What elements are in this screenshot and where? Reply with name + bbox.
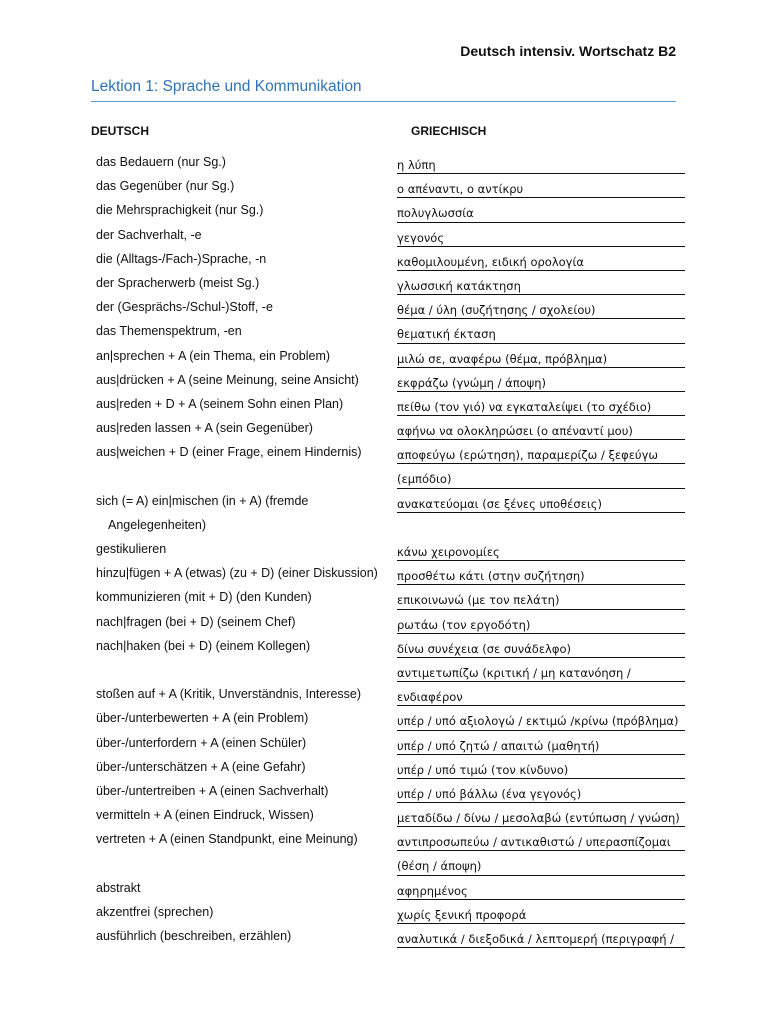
translation-line (397, 731, 685, 755)
translation-line (397, 924, 685, 948)
greek-translation (397, 900, 689, 924)
translation-line (397, 223, 685, 247)
translation-line (397, 416, 685, 440)
german-term-line: Angelegenheiten) (108, 517, 206, 532)
vocab-entry (0, 803, 768, 827)
german-term-line: der (Gesprächs-/Schul-)Stoff, -e (96, 300, 273, 315)
vocab-entry (0, 900, 768, 924)
greek-text: μιλώ σε, αναφέρω (θέμα, πρόβλημα) (397, 351, 608, 366)
greek-translation (397, 803, 689, 827)
greek-text: κάνω χειρονομίες (397, 545, 500, 560)
german-term (96, 827, 388, 851)
german-term (96, 876, 388, 900)
greek-translation (397, 271, 689, 295)
greek-translation (397, 876, 689, 900)
vocab-entry (0, 706, 768, 730)
greek-translation (397, 779, 689, 803)
translation-line (397, 851, 685, 875)
greek-translation (397, 223, 689, 247)
book-title: Deutsch intensiv. Wortschatz B2 (460, 43, 676, 59)
german-term (96, 610, 388, 634)
vocab-entry (0, 392, 768, 416)
vocab-entry (0, 755, 768, 779)
translation-line (397, 900, 685, 924)
translation-line (397, 755, 685, 779)
german-term-line: die (Alltags-/Fach-)Sprache, -n (96, 251, 267, 266)
lesson-title: Lektion 1: Sprache und Kommunikation (91, 78, 362, 95)
translation-line (397, 513, 685, 537)
greek-translation (397, 319, 689, 343)
greek-translation (397, 755, 689, 779)
german-term-line: das Gegenüber (nur Sg.) (96, 179, 235, 194)
german-term-line: über-/unterbewerten + A (ein Problem) (96, 711, 309, 726)
vocab-entry (0, 319, 768, 343)
greek-translation (397, 368, 689, 392)
translation-line (397, 295, 685, 319)
german-term (96, 174, 388, 198)
translation-line (397, 706, 685, 730)
greek-text: ρωτάω (τον εργοδότη) (397, 617, 531, 632)
greek-text: ο απέναντι, ο αντίκρυ (397, 182, 524, 197)
german-term (96, 924, 388, 948)
greek-text: υπέρ / υπό τιμώ (τον κίνδυνο) (397, 762, 569, 777)
vocab-entry (0, 489, 768, 537)
greek-translation (397, 174, 689, 198)
german-term-line: sich (= A) ein|mischen (in + A) (fremde (96, 493, 309, 508)
german-term (96, 803, 388, 827)
greek-text: επικοινωνώ (με τον πελάτη) (397, 593, 560, 608)
greek-text: αποφεύγω (ερώτηση), παραμερίζω / ξεφεύγω (397, 448, 659, 463)
greek-translation (397, 634, 689, 658)
vocab-entry (0, 368, 768, 392)
greek-translation (397, 295, 689, 319)
vocab-entry (0, 271, 768, 295)
greek-translation (397, 658, 689, 706)
translation-line (397, 198, 685, 222)
translation-line (397, 682, 685, 706)
translation-line (397, 537, 685, 561)
greek-text: (θέση / άποψη) (397, 859, 482, 874)
german-term-line: das Bedauern (nur Sg.) (96, 155, 226, 169)
vocab-entry (0, 198, 768, 222)
vocab-entry (0, 827, 768, 875)
greek-translation (397, 610, 689, 634)
translation-line (397, 561, 685, 585)
german-term-line: akzentfrei (sprechen) (96, 904, 214, 919)
german-term (96, 319, 388, 343)
german-term (96, 561, 388, 585)
german-term (96, 416, 388, 440)
greek-text: (εμπόδιο) (397, 472, 452, 487)
greek-text: αφήνω να ολοκληρώσει (ο απέναντί μου) (397, 424, 633, 439)
greek-text: χωρίς ξενική προφορά (397, 907, 527, 922)
german-term (96, 585, 388, 609)
german-term (96, 392, 388, 416)
greek-text: προσθέτω κάτι (στην συζήτηση) (397, 569, 585, 584)
vocab-entry (0, 731, 768, 755)
german-term (96, 537, 388, 561)
greek-text: αφηρημένος (397, 883, 468, 898)
vocab-entry (0, 295, 768, 319)
greek-text: υπέρ / υπό αξιολογώ / εκτιμώ /κρίνω (πρόβλημα) (397, 714, 679, 729)
german-term (96, 271, 388, 295)
translation-line (397, 174, 685, 198)
greek-text: θέμα / ύλη (συζήτησης / σχολείου) (397, 303, 596, 318)
greek-translation (397, 827, 689, 875)
greek-text: ενδιαφέρον (397, 690, 463, 705)
german-term (96, 295, 388, 319)
translation-line (397, 876, 685, 900)
german-term-line: der Spracherwerb (meist Sg.) (96, 275, 260, 290)
vocab-entry (0, 247, 768, 271)
german-term-line: vermitteln + A (einen Eindruck, Wissen) (96, 808, 314, 823)
vocab-entry (0, 585, 768, 609)
german-term-line: stoßen auf + A (Kritik, Unverständnis, Interesse) (96, 687, 362, 702)
german-term (96, 150, 388, 174)
translation-line (397, 440, 685, 464)
vocab-entry (0, 561, 768, 585)
translation-line (397, 489, 685, 513)
german-term-line: aus|reden + D + A (seinem Sohn einen Plan) (96, 396, 344, 411)
column-header-deutsch: DEUTSCH (91, 124, 150, 138)
german-term-line: an|sprechen + A (ein Thema, ein Problem) (96, 348, 331, 363)
greek-text: υπέρ / υπό ζητώ / απαιτώ (μαθητή) (397, 738, 600, 753)
translation-line (397, 247, 685, 271)
german-term-line: ausführlich (beschreiben, erzählen) (96, 929, 292, 944)
greek-text: πολυγλωσσία (397, 206, 474, 221)
greek-text: γλωσσική κατάκτηση (397, 278, 521, 293)
title-underline (91, 101, 676, 102)
vocab-entry (0, 876, 768, 900)
vocab-entry (0, 223, 768, 247)
vocab-entry (0, 150, 768, 174)
greek-translation (397, 247, 689, 271)
translation-line (397, 392, 685, 416)
greek-translation (397, 561, 689, 585)
greek-text: μεταδίδω / δίνω / μεσολαβώ (εντύπωση / γνώση) (397, 811, 680, 826)
german-term-line: über-/unterschätzen + A (eine Gefahr) (96, 759, 306, 774)
vocab-entry (0, 924, 768, 948)
greek-translation (397, 537, 689, 561)
german-term-line: aus|drücken + A (seine Meinung, seine Ansicht) (96, 372, 359, 387)
german-term (96, 634, 388, 658)
greek-text: ανακατεύομαι (σε ξένες υποθέσεις) (397, 496, 603, 511)
column-header-griechisch: GRIECHISCH (411, 124, 487, 138)
german-term-line: die Mehrsprachigkeit (nur Sg.) (96, 203, 264, 218)
german-term-line: hinzu|fügen + A (etwas) (zu + D) (einer Diskussion) (96, 566, 378, 581)
german-term (96, 368, 388, 392)
german-term (96, 223, 388, 247)
translation-line (397, 585, 685, 609)
german-term (96, 706, 388, 730)
vocab-entry (0, 416, 768, 440)
greek-translation (397, 585, 689, 609)
vocab-entry (0, 174, 768, 198)
translation-line (397, 827, 685, 851)
german-term (96, 247, 388, 271)
translation-line (397, 368, 685, 392)
german-term (96, 658, 388, 706)
greek-translation (397, 706, 689, 730)
german-term-line: über-/unterfordern + A (einen Schüler) (96, 735, 307, 750)
vocab-entry (0, 779, 768, 803)
greek-translation (397, 150, 689, 174)
greek-text: γεγονός (397, 230, 445, 245)
greek-text: θεματική έκταση (397, 327, 496, 342)
greek-text: η λύπη (397, 158, 436, 172)
german-term (96, 198, 388, 222)
german-term (96, 731, 388, 755)
german-term (96, 344, 388, 368)
german-term (96, 900, 388, 924)
greek-text: υπέρ / υπό βάλλω (ένα γεγονός) (397, 786, 582, 801)
greek-text: αντιπροσωπεύω / αντικαθιστώ / υπερασπίζομαι (397, 835, 671, 850)
german-term (96, 489, 388, 537)
german-term (96, 440, 388, 464)
vocabulary-list (0, 150, 768, 948)
german-term (96, 755, 388, 779)
translation-line (397, 803, 685, 827)
greek-translation (397, 440, 689, 488)
german-term-line: kommunizieren (mit + D) (den Kunden) (96, 590, 312, 605)
greek-text: αντιμετωπίζω (κριτική / μη κατανόηση / (397, 665, 631, 680)
translation-line (397, 319, 685, 343)
greek-text: εκφράζω (γνώμη / άποψη) (397, 375, 547, 390)
greek-translation (397, 416, 689, 440)
german-term-line: das Themenspektrum, -en (96, 324, 242, 339)
german-term-line: vertreten + A (einen Standpunkt, eine Meinung) (96, 832, 358, 847)
greek-translation (397, 198, 689, 222)
greek-translation (397, 392, 689, 416)
greek-translation (397, 731, 689, 755)
german-term (96, 779, 388, 803)
vocab-entry (0, 610, 768, 634)
translation-line (397, 344, 685, 368)
translation-line (397, 610, 685, 634)
german-term-line (96, 658, 388, 682)
german-term-line: der Sachverhalt, -e (96, 227, 202, 242)
vocab-entry (0, 440, 768, 488)
greek-text: πείθω (τον γιό) να εγκαταλείψει (το σχέδιο) (397, 399, 652, 414)
german-term-line: aus|reden lassen + A (sein Gegenüber) (96, 421, 313, 436)
vocab-entry (0, 658, 768, 706)
translation-line (397, 271, 685, 295)
greek-translation (397, 344, 689, 368)
vocab-entry (0, 634, 768, 658)
greek-text: δίνω συνέχεια (σε συνάδελφο) (397, 641, 571, 656)
vocab-entry (0, 344, 768, 368)
greek-text: αναλυτικά / διεξοδικά / λεπτομερή (περιγραφή / (397, 932, 675, 947)
german-term-line: über-/untertreiben + A (einen Sachverhalt) (96, 783, 329, 798)
german-term-line: nach|haken (bei + D) (einem Kollegen) (96, 638, 311, 653)
greek-translation (397, 924, 689, 948)
german-term-line: gestikulieren (96, 542, 167, 557)
translation-line (397, 658, 685, 682)
german-term-line: nach|fragen (bei + D) (seinem Chef) (96, 614, 296, 629)
translation-line (397, 779, 685, 803)
greek-text: καθομιλουμένη, ειδική ορολογία (397, 254, 584, 269)
vocab-entry (0, 537, 768, 561)
translation-line (397, 464, 685, 488)
translation-line (397, 150, 685, 174)
translation-line (397, 634, 685, 658)
greek-translation (397, 489, 689, 537)
german-term-line: abstrakt (96, 880, 141, 895)
german-term-line: aus|weichen + D (einer Frage, einem Hindernis) (96, 445, 362, 460)
